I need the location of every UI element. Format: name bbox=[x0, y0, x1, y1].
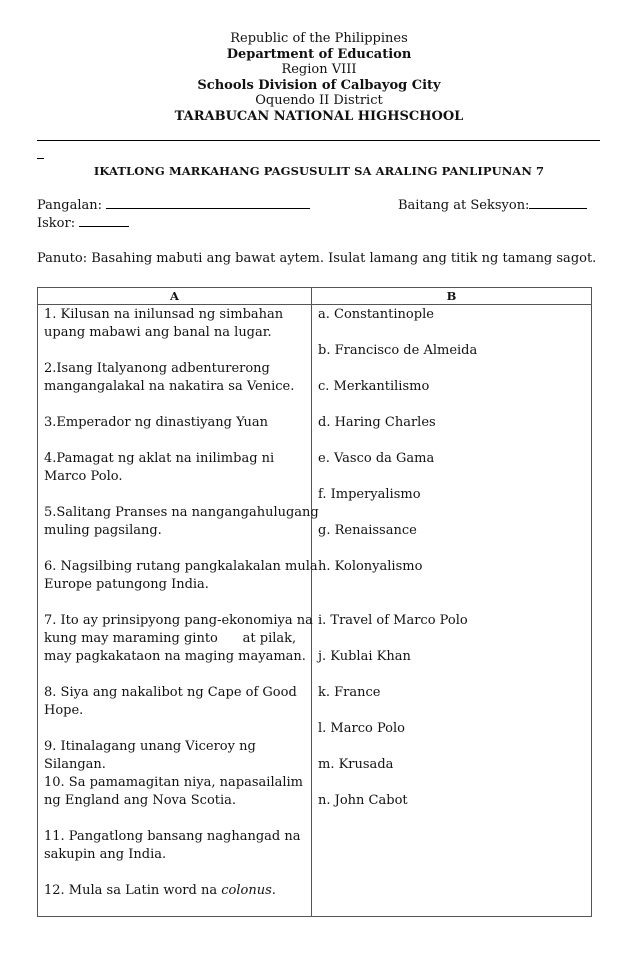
column-b-choices bbox=[312, 305, 591, 916]
grade-section-field bbox=[398, 197, 587, 213]
header-republic: Republic of the Philippines bbox=[230, 31, 408, 46]
school-header bbox=[0, 31, 638, 125]
question-line: 2.Isang Italyanong adbenturerong bbox=[44, 361, 270, 376]
question-line: Europe patungong India. bbox=[44, 577, 209, 592]
answer-choice: b. Francisco de Almeida bbox=[318, 343, 478, 358]
header-district: Oquendo II District bbox=[255, 93, 383, 109]
question-line: may pagkakataon na maging mayaman. bbox=[44, 649, 306, 664]
name-label: Pangalan: bbox=[37, 198, 103, 213]
answer-choice: c. Merkantilismo bbox=[318, 379, 430, 394]
question-item bbox=[44, 558, 318, 594]
question-line: 6. Nagsilbing rutang pangkalakalan mula bbox=[44, 559, 318, 574]
matching-table bbox=[37, 287, 592, 917]
answer-choice: g. Renaissance bbox=[318, 523, 417, 538]
question-line: 9. Itinalagang unang Viceroy ng bbox=[44, 739, 256, 754]
header-school: TARABUCAN NATIONAL HIGHSCHOOL bbox=[174, 108, 464, 124]
question-line: upang mabawi ang banal na lugar. bbox=[44, 325, 272, 340]
question-item bbox=[44, 504, 319, 540]
question-line: Marco Polo. bbox=[44, 469, 123, 484]
question-line: 11. Pangatlong bansang naghangad na bbox=[44, 829, 301, 844]
question-line: 10. Sa pamamagitan niya, napasailalim bbox=[44, 775, 303, 790]
question-item bbox=[44, 414, 306, 432]
question-line: muling pagsilang. bbox=[44, 523, 162, 538]
question-item bbox=[44, 306, 306, 342]
answer-choice: h. Kolonyalismo bbox=[318, 559, 423, 574]
question-line: 1. Kilusan na inilunsad ng simbahan bbox=[44, 307, 284, 322]
grade-section-label: Baitang at Seksyon: bbox=[398, 198, 530, 213]
answer-choice: i. Travel of Marco Polo bbox=[318, 613, 468, 628]
name-field bbox=[37, 197, 310, 213]
grade-section-blank[interactable] bbox=[529, 197, 587, 209]
answer-choice: f. Imperyalismo bbox=[318, 487, 421, 502]
question-item bbox=[44, 450, 306, 486]
question-line: 4.Pamagat ng aklat na inilimbag ni bbox=[44, 451, 275, 466]
question-item bbox=[44, 612, 313, 666]
question-item bbox=[44, 738, 306, 774]
header-division: Schools Division of Calbayog City bbox=[197, 77, 441, 93]
answer-choice: e. Vasco da Gama bbox=[318, 451, 435, 466]
question-item bbox=[44, 684, 306, 720]
column-b-header: B bbox=[312, 288, 592, 305]
question-line: 3.Emperador ng dinastiyang Yuan bbox=[44, 415, 269, 430]
score-label: Iskor: bbox=[37, 216, 76, 231]
header-department: Department of Education bbox=[226, 46, 412, 62]
score-blank[interactable] bbox=[79, 215, 129, 227]
question-line: ng England ang Nova Scotia. bbox=[44, 793, 237, 808]
question-line: sakupin ang India. bbox=[44, 847, 167, 862]
question-item bbox=[44, 882, 306, 900]
answer-choice: k. France bbox=[318, 685, 381, 700]
question-line: . bbox=[271, 883, 276, 898]
answer-choice: d. Haring Charles bbox=[318, 415, 436, 430]
answer-choice: n. John Cabot bbox=[318, 793, 408, 808]
answer-choice: j. Kublai Khan bbox=[318, 649, 411, 664]
score-field bbox=[37, 215, 129, 231]
column-a-header: A bbox=[38, 288, 312, 305]
header-divider-dash bbox=[37, 158, 44, 159]
answer-choice: m. Krusada bbox=[318, 757, 394, 772]
question-line: 7. Ito ay prinsipyong pang-ekonomiya na bbox=[44, 613, 313, 628]
question-line: 5.Salitang Pranses na nangangahulugang bbox=[44, 505, 319, 520]
header-region: Region VIII bbox=[281, 62, 357, 78]
name-blank[interactable] bbox=[106, 197, 310, 209]
question-italic-term: colonus bbox=[221, 883, 272, 898]
exam-title: IKATLONG MARKAHANG PAGSUSULIT SA ARALING PANLIPUNAN 7 bbox=[93, 164, 545, 178]
question-line: 8. Siya ang nakalibot ng Cape of Good bbox=[44, 685, 297, 700]
question-item bbox=[44, 774, 306, 810]
instructions: Panuto: Basahing mabuti ang bawat aytem. Isulat lamang ang titik ng tamang sagot. bbox=[37, 251, 597, 266]
column-a-items bbox=[38, 305, 319, 916]
question-line: Hope. bbox=[44, 703, 84, 718]
question-line: kung may maraming ginto at pilak, bbox=[44, 631, 297, 646]
question-item bbox=[44, 360, 306, 396]
question-line: mangangalakal na nakatira sa Venice. bbox=[44, 379, 295, 394]
question-line: Silangan. bbox=[44, 757, 106, 772]
header-divider bbox=[37, 140, 600, 141]
question-item bbox=[44, 828, 306, 864]
answer-choice: a. Constantinople bbox=[318, 307, 434, 322]
answer-choice: l. Marco Polo bbox=[318, 721, 405, 736]
question-line: 12. Mula sa Latin word na bbox=[44, 883, 222, 898]
